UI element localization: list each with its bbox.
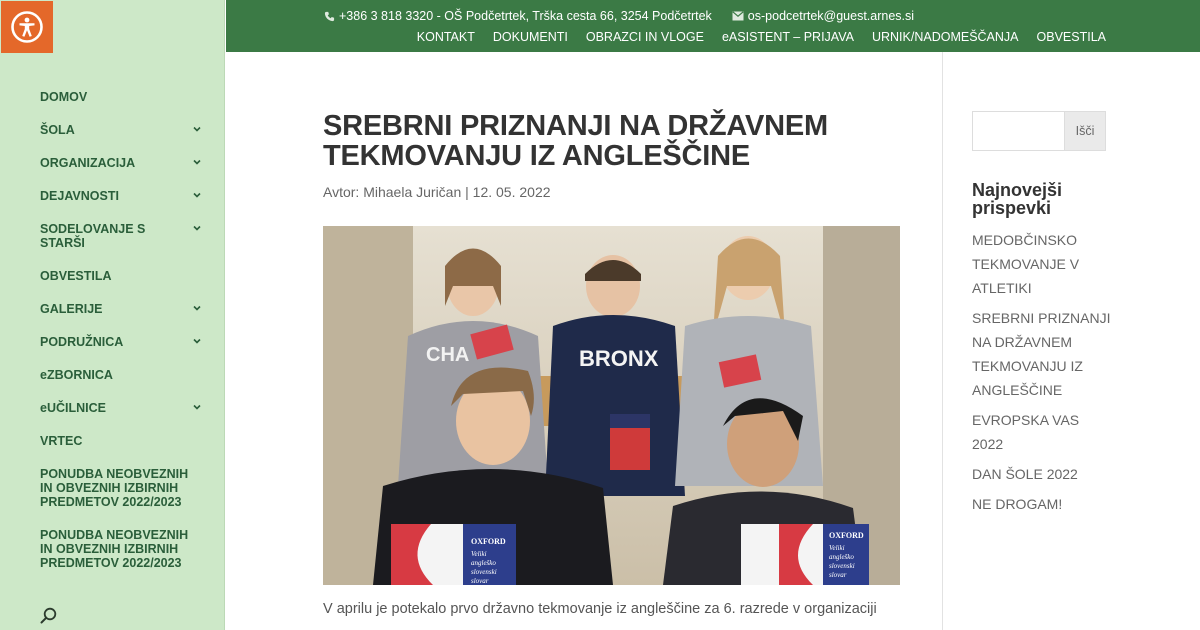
top-bar [226,0,1200,52]
svg-text:BRONX: BRONX [579,346,659,371]
phone-icon [324,11,335,22]
top-link-obrazci[interactable]: OBRAZCI IN VLOGE [585,30,704,44]
chevron-down-icon[interactable] [191,157,203,169]
top-link-easistent[interactable]: eASISTENT – PRIJAVA [721,30,854,44]
recent-post-link[interactable]: DAN ŠOLE 2022 [972,466,1078,482]
sidebar-item[interactable] [40,368,205,382]
sidebar-item-label[interactable]: SODELOVANJE S STARŠI [40,222,146,250]
top-link-urnik[interactable]: URNIK/NADOMEŠČANJA [871,30,1019,44]
recent-posts-list [972,228,1112,522]
contact-info [324,9,914,23]
svg-text:slovar: slovar [829,571,847,579]
envelope-icon [732,11,744,21]
svg-text:angleško: angleško [471,559,496,567]
recent-post-link[interactable]: MEDOBČINSKO TEKMOVANJE V ATLETIKI [972,232,1080,296]
sidebar-item[interactable] [40,189,205,203]
content-divider [942,52,943,630]
top-link-kontakt[interactable]: KONTAKT [416,30,475,44]
sidebar-item-label[interactable]: ORGANIZACIJA [40,156,136,170]
post-title: SREBRNI PRIZNANJI NA DRŽAVNEM TEKMOVANJU IZ ANGLEŠČINE [323,110,828,172]
sidebar-item[interactable] [40,335,205,349]
sidebar-item-label[interactable]: PONUDBA NEOBVEZNIH IN OBVEZNIH IZBIRNIH PREDMETOV 2022/2023 [40,467,189,509]
chevron-down-icon[interactable] [191,336,203,348]
sweatshirt-text-center [579,346,659,371]
recent-post-link[interactable]: SREBRNI PRIZNANJI NA DRŽAVNEM TEKMOVANJU IZ ANGLEŠČINE [972,310,1111,398]
sidebar-item-label[interactable]: ŠOLA [40,123,75,137]
sidebar-item-label[interactable]: PODRUŽNICA [40,335,124,349]
sidebar-item[interactable] [40,302,205,316]
svg-text:OXFORD: OXFORD [471,537,506,546]
dictionary-book-left [391,524,516,585]
students-photo [323,226,900,585]
svg-text:Veliki: Veliki [471,550,487,558]
sidebar-item-label[interactable]: DOMOV [40,90,88,104]
svg-text:OXFORD: OXFORD [829,531,864,540]
sweatshirt-text-left [426,344,469,366]
recent-post-link[interactable]: EVROPSKA VAS 2022 [972,412,1080,452]
top-link-dokumenti[interactable]: DOKUMENTI [492,30,568,44]
chevron-down-icon[interactable] [191,303,203,315]
sidebar-item-label[interactable]: GALERIJE [40,302,103,316]
sidebar [0,0,225,630]
post-excerpt: V aprilu je potekalo prvo državno tekmovanje iz angleščine za 6. razrede v organizaciji [323,601,877,617]
sidebar-item-label[interactable]: VRTEC [40,434,83,448]
sidebar-item[interactable] [40,222,205,250]
top-link-obvestila[interactable]: OBVESTILA [1036,30,1106,44]
sidebar-item[interactable] [40,123,205,137]
sidebar-item[interactable] [40,434,205,448]
search-icon[interactable] [39,606,59,626]
sidebar-item[interactable] [40,269,205,283]
sidebar-item[interactable] [40,90,205,104]
post-meta: Avtor: Mihaela Juričan | 12. 05. 2022 [323,184,551,200]
chevron-down-icon[interactable] [191,223,203,235]
svg-text:Veliki: Veliki [829,544,845,552]
sidebar-item[interactable] [40,401,205,415]
post-image[interactable] [323,226,900,585]
svg-text:slovenski: slovenski [471,568,497,576]
dictionary-book-right [741,524,869,585]
recent-posts-title: Najnovejši prispevki [972,180,1063,218]
widget-search-input[interactable] [972,111,1064,151]
widget-search [972,111,1106,151]
accessibility-icon [10,10,44,44]
svg-text:CHA: CHA [426,344,470,366]
contact-text: +386 3 818 3320 - OŠ Podčetrtek, Trška cesta 66, 3254 Podčetrtek [339,9,712,23]
svg-text:angleško: angleško [829,553,854,561]
sidebar-item[interactable] [40,156,205,170]
sidebar-item[interactable] [40,528,205,570]
widget-search-button[interactable]: Išči [1064,111,1106,151]
email-link[interactable]: os-podcetrtek@guest.arnes.si [747,9,915,23]
chevron-down-icon[interactable] [191,124,203,136]
sidebar-item-label[interactable]: eZBORNICA [40,368,113,382]
chevron-down-icon[interactable] [191,190,203,202]
accessibility-button[interactable] [1,1,53,53]
svg-text:slovar: slovar [471,577,489,585]
sidebar-item[interactable] [40,467,205,509]
top-navigation [417,30,1106,44]
sidebar-item-label[interactable]: PONUDBA NEOBVEZNIH IN OBVEZNIH IZBIRNIH PREDMETOV 2022/2023 [40,528,189,570]
sidebar-item-label[interactable]: OBVESTILA [40,269,112,283]
chevron-down-icon[interactable] [191,402,203,414]
recent-post-link[interactable]: NE DROGAM! [972,496,1063,512]
sidebar-item-label[interactable]: eUČILNICE [40,401,106,415]
sidebar-item-label[interactable]: DEJAVNOSTI [40,189,119,203]
svg-text:slovenski: slovenski [829,562,855,570]
